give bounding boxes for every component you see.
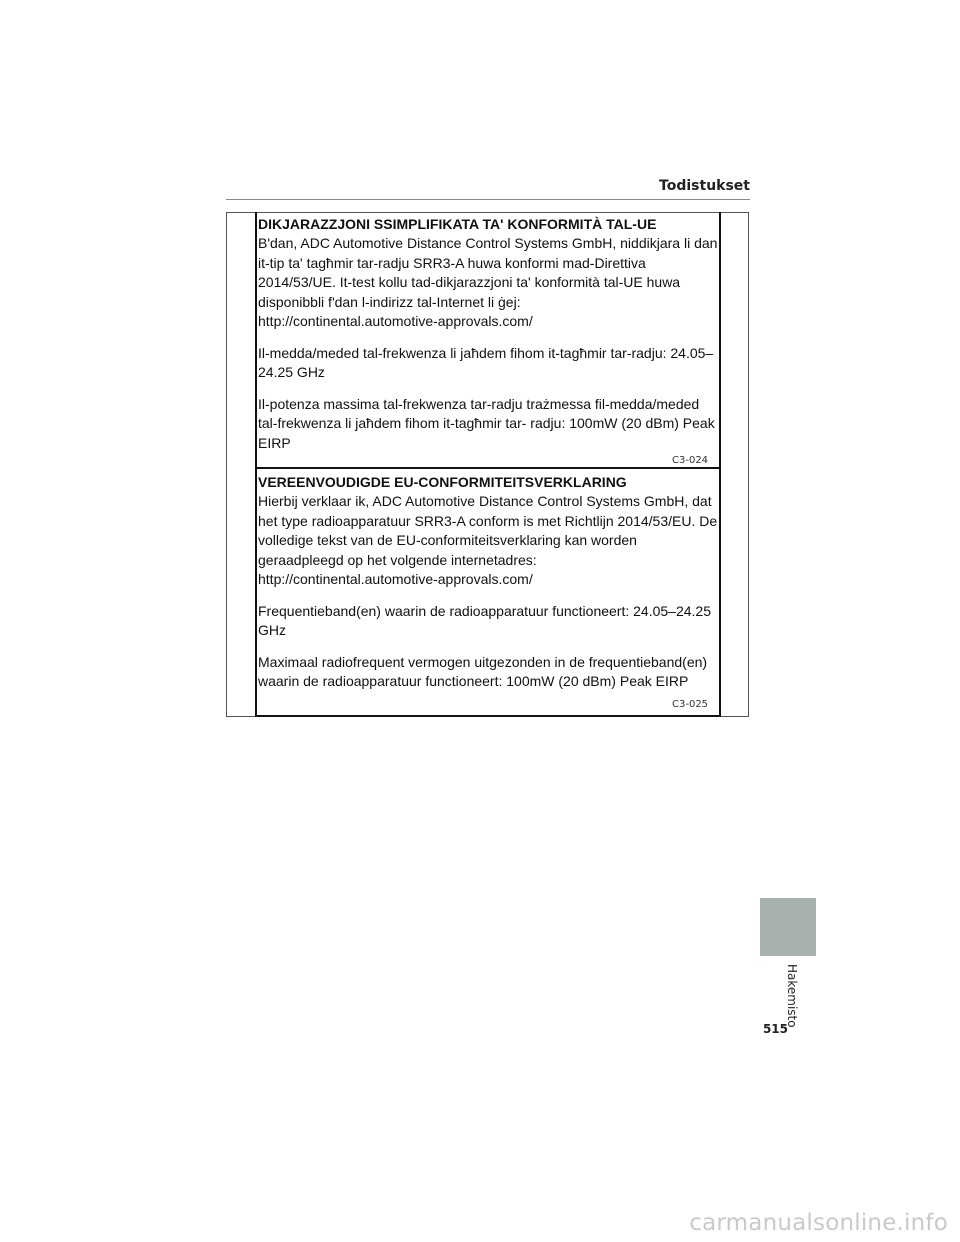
declaration-paragraph: B'dan, ADC Automotive Distance Control Systems GmbH, niddikjara li dan it-tip ta' tagħmir tar-radju SRR3-A huwa konformi mad-Direttiva 2014/53/UE. It-test kollu tad-dikjarazzjoni ta' konformità tal-UE huwa disponibbli f'dan l-indirizz tal-Internet li ġej:	[258, 235, 718, 310]
frequency-paragraph: Il-medda/meded tal-frekwenza li jaħdem fihom it-tagħmir tar-radju: 24.05–24.25 GHz	[258, 344, 714, 380]
page-number: 515	[762, 1022, 788, 1036]
section-title: Todistukset	[659, 178, 750, 194]
watermark: carmanualsonline.info	[689, 1210, 948, 1236]
declaration-block-mt	[258, 215, 718, 453]
header-rule	[226, 199, 750, 200]
block-divider	[255, 467, 721, 469]
section-thumb-tab[interactable]	[760, 898, 816, 956]
declaration-heading: DIKJARAZZJONI SSIMPLIFIKATA TA' KONFORMITÀ TAL-UE	[258, 216, 657, 232]
declaration-url: http://continental.automotive-approvals.com/	[258, 571, 533, 587]
declaration-heading: VEREENVOUDIGDE EU-CONFORMITEITSVERKLARING	[258, 474, 627, 490]
declaration-block-nl	[258, 473, 718, 692]
declaration-paragraph: Hierbij verklaar ik, ADC Automotive Distance Control Systems GmbH, dat het type radioapparatuur SRR3-A conform is met Richtlijn 2014/53/EU. De volledige tekst van de EU-conformiteitsverklaring kan worden geraadpleegd op het volgende internetadres:	[258, 493, 718, 568]
block-bottom-rule	[255, 715, 721, 717]
power-paragraph: Il-potenza massima tal-frekwenza tar-radju trażmessa fil-medda/meded tal-frekwenza li jaħdem fihom it-tagħmir tar- radju: 100mW (20 dBm) Peak EIRP	[258, 395, 715, 451]
figure-code: C3-024	[672, 455, 709, 466]
power-paragraph: Maximaal radiofrequent vermogen uitgezonden in de frequentieband(en) waarin de radioapparatuur functioneert: 100mW (20 dBm) Peak EIRP	[258, 653, 708, 689]
thumb-tab-label: Hakemisto	[785, 964, 799, 1028]
figure-code: C3-025	[672, 699, 709, 710]
declaration-url: http://continental.automotive-approvals.com/	[258, 313, 533, 329]
frequency-paragraph: Frequentieband(en) waarin de radioapparatuur functioneert: 24.05–24.25 GHz	[258, 602, 711, 638]
